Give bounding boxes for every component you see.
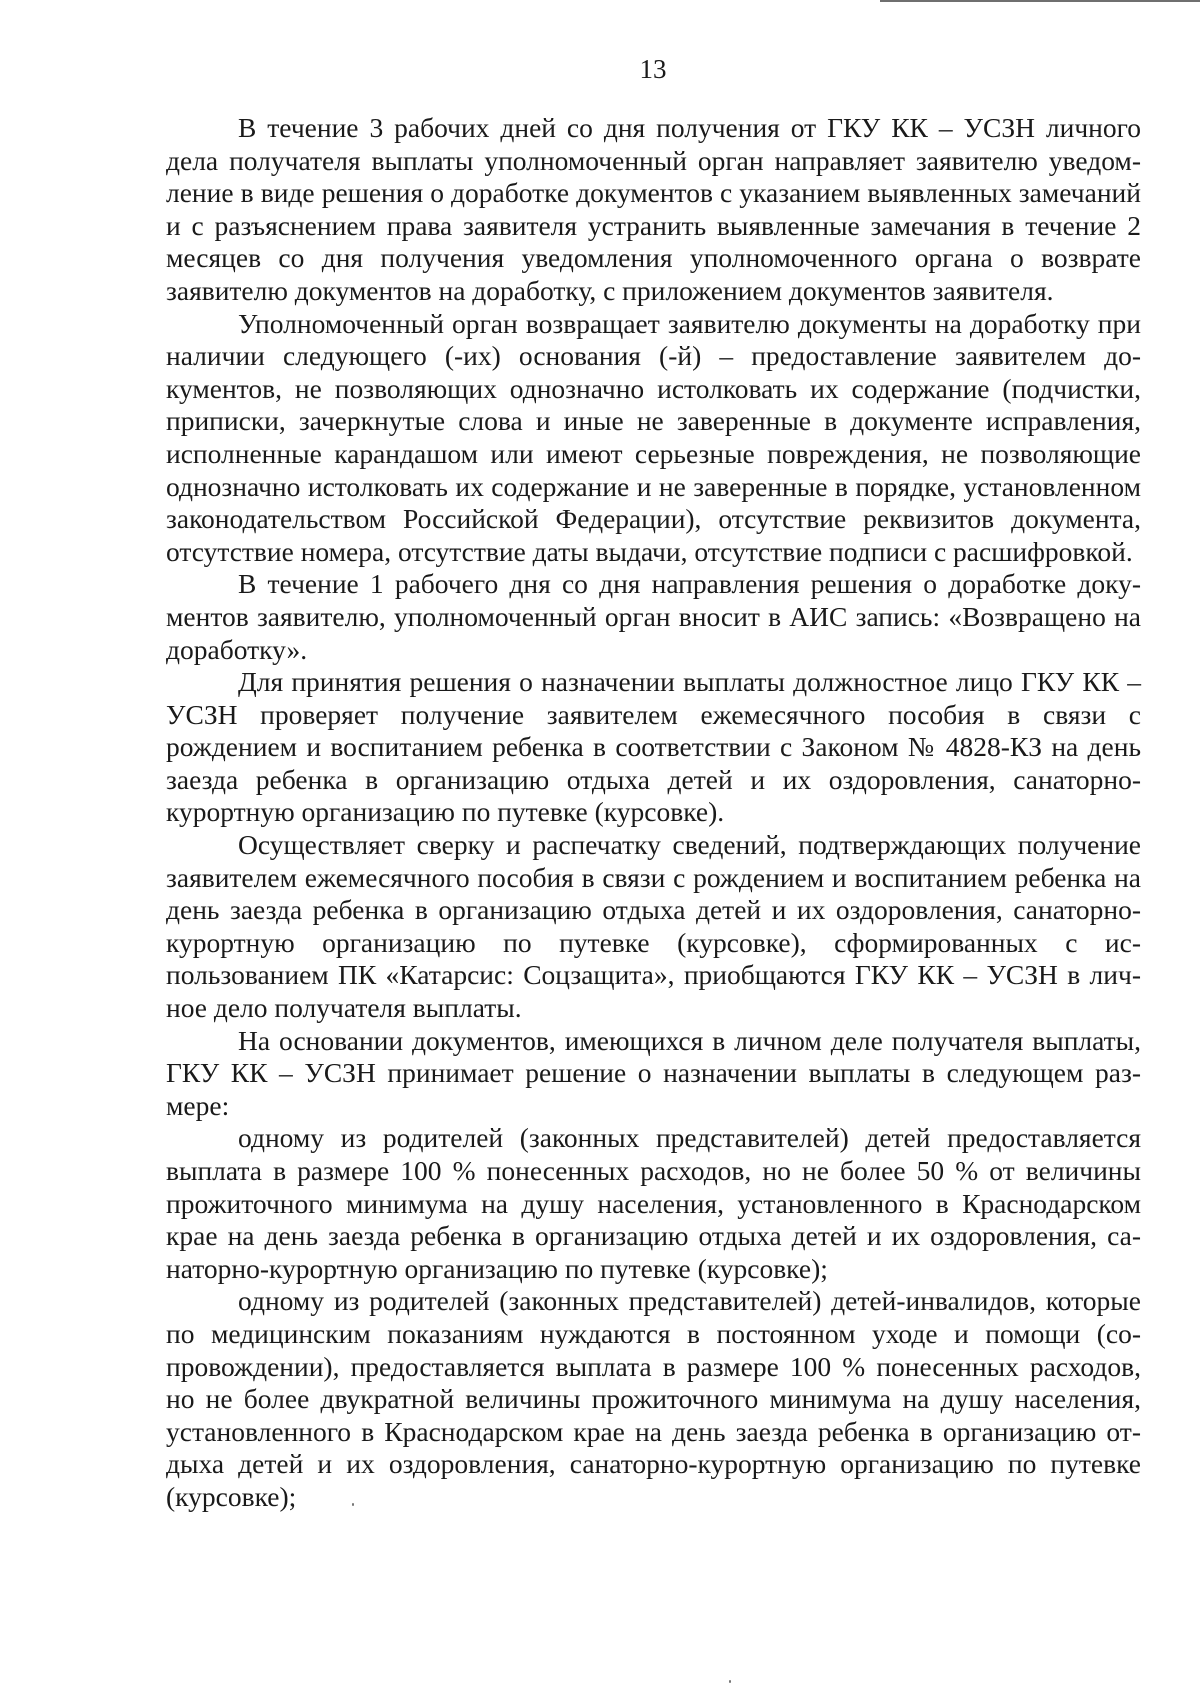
paragraph-ais-record: В течение 1 рабочего дня со дня направления решения о доработке документов заявителю, уполномоченный орган вносит в АИС запись: «Возвращено на доработку». — [166, 568, 1141, 665]
paragraph-payment-children: одному из родителей (законных представителей) детей предоставляется выплата в размере 100 % понесенных расходов, но не более 50 % от величины прожиточного минимума на душу населения, установленного в Краснодарском крае на день заезда ребенка в организацию отдыха детей и их оздоровления, санаторно-курортную организацию по путевке (курсовке); — [166, 1122, 1141, 1284]
paragraph-return-notice: В течение 3 рабочих дней со дня получения от ГКУ КК – УСЗН личного дела получателя выплаты уполномоченный орган направляет заявителю уведомление в виде решения о доработке документов с указанием выявленных замечаний и с разъяснением права заявителя устранить выявленные замечания в течение 2 месяцев со дня получения уведомления уполномоченного органа о возврате заявителю документов на доработку, с приложением документов заявителя. — [166, 112, 1141, 306]
page-number: 13 — [639, 54, 667, 84]
scan-edge-line — [880, 0, 1200, 2]
paragraph-reconciliation: Осуществляет сверку и распечатку сведений, подтверждающих получение заявителем ежемесячного пособия в связи с рождением и воспитанием ребенка на день заезда ребенка в организацию отдыха детей и их оздоровления, санаторно-курортную организацию по путевке (курсовке), сформированных с использованием ПК «Катарсис: Соцзащита», приобщаются ГКУ КК – УСЗН в личное дело получателя выплаты. — [166, 829, 1141, 1024]
document-body — [166, 112, 1141, 1514]
paragraph-payment-disabled-children: одному из родителей (законных представителей) детей-инвалидов, которые по медицинским показаниям нуждаются в постоянном уходе и помощи (сопровождении), предоставляется выплата в размере 100 % понесенных расходов, но не более двукратной величины прожиточного минимума на душу населения, установленного в Краснодарском крае на день заезда ребенка в организацию отдыха детей и их оздоровления, санаторно-курортную организацию по путевке (курсовке); — [166, 1285, 1141, 1512]
paragraph-decision: На основании документов, имеющихся в личном деле получателя выплаты, ГКУ КК – УСЗН принимает решение о назначении выплаты в следующем размере: — [166, 1024, 1141, 1121]
paragraph-return-grounds: Уполномоченный орган возвращает заявителю документы на доработку при наличии следующего (-их) основания (-й) – предоставление заявителем документов, не позволяющих однозначно истолковать их содержание (подчистки, приписки, зачеркнутые слова и иные не заверенные в документе исправления, исполненные карандашом или имеют серьезные повреждения, не позволяющие однозначно истолковать их содержание и не заверенные в порядке, установленном законодательством Российской Федерации), отсутствие реквизитов документа, отсутствие номера, отсутствие даты выдачи, отсутствие подписи с расшифровкой. — [166, 307, 1141, 567]
paragraph-benefit-check: Для принятия решения о назначении выплаты должностное лицо ГКУ КК – УСЗН проверяет получение заявителем ежемесячного пособия в связи с рождением и воспитанием ребенка в соответствии с Законом № 4828-КЗ на день заезда ребенка в организацию отдыха детей и их оздоровления, санаторно-курортную организацию по путевке (курсовке). — [166, 666, 1141, 828]
scan-speck — [729, 1680, 731, 1683]
scan-speck — [352, 1503, 354, 1506]
